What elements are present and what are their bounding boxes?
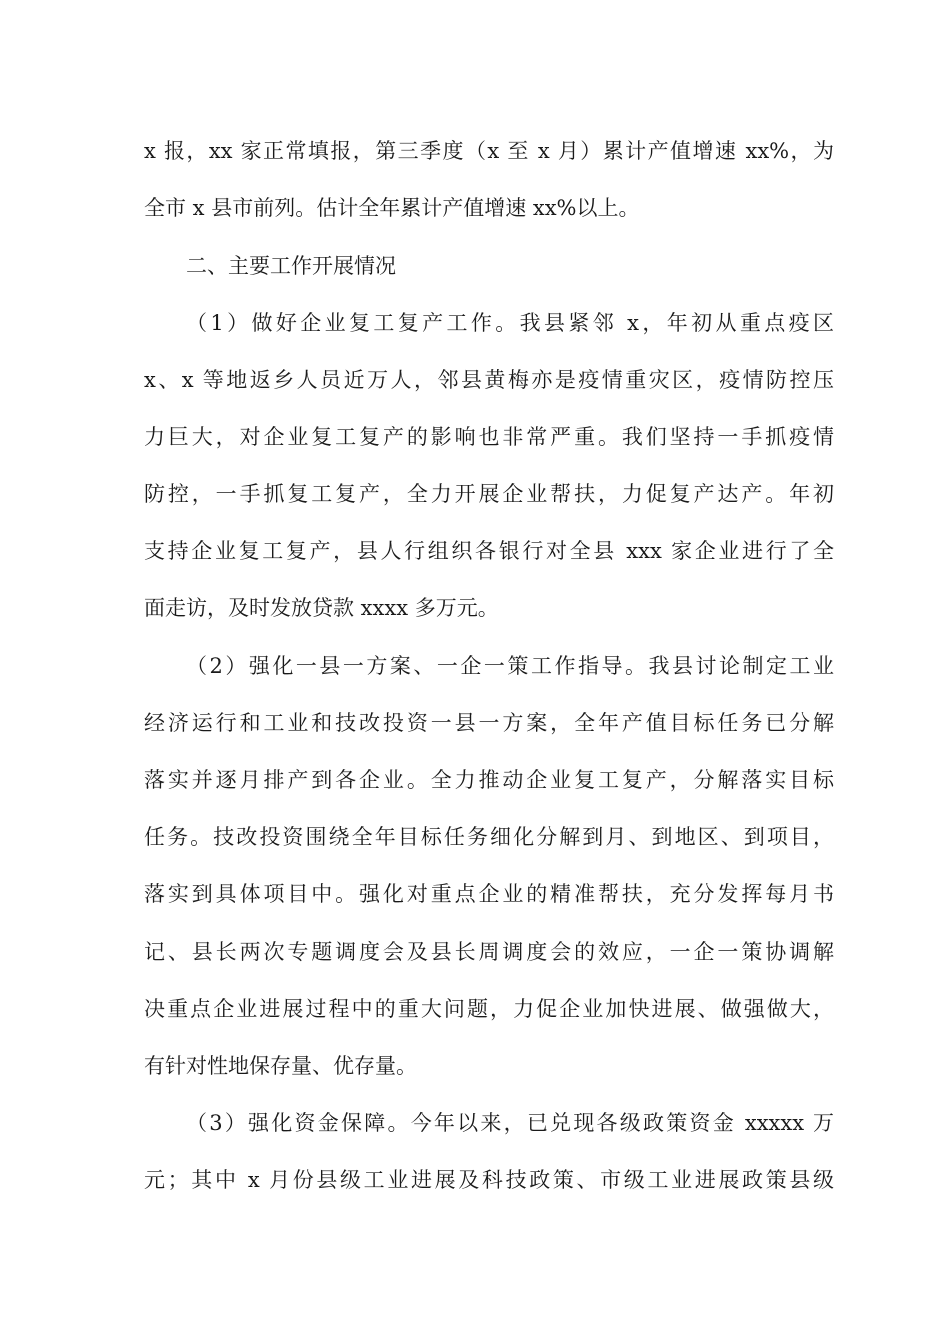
body-text-line: 经济运行和工业和技改投资一县一方案，全年产值目标任务已分解: [144, 711, 834, 735]
body-text-line: 决重点企业进展过程中的重大问题，力促企业加快进展、做强做大，: [144, 997, 834, 1021]
body-text-line: 元；其中 x 月份县级工业进展及科技政策、市级工业进展政策县级: [144, 1168, 834, 1192]
body-text-line: 记、县长两次专题调度会及县长周调度会的效应，一企一策协调解: [144, 940, 834, 964]
body-text-line: 支持企业复工复产，县人行组织各银行对全县 xxx 家企业进行了全: [144, 539, 834, 563]
body-text-line: 任务。技改投资围绕全年目标任务细化分解到月、到地区、到项目，: [144, 825, 834, 849]
body-text-line: 有针对性地保存量、优存量。: [144, 1054, 417, 1078]
body-text-line: （3）强化资金保障。今年以来，已兑现各级政策资金 xxxxx 万: [186, 1111, 834, 1135]
body-text-line: 防控，一手抓复工复产，全力开展企业帮扶，力促复产达产。年初: [144, 482, 834, 506]
body-text-line: x 报，xx 家正常填报，第三季度（x 至 x 月）累计产值增速 xx%，为: [144, 139, 834, 163]
body-text-line: 面走访，及时发放贷款 xxxx 多万元。: [144, 596, 499, 620]
body-text-line: 全市 x 县市前列。估计全年累计产值增速 xx%以上。: [144, 196, 640, 220]
body-text-line: 力巨大，对企业复工复产的影响也非常严重。我们坚持一手抓疫情: [144, 425, 834, 449]
body-text-line: 落实并逐月排产到各企业。全力推动企业复工复产，分解落实目标: [144, 768, 834, 792]
body-text-line: x、x 等地返乡人员近万人，邻县黄梅亦是疫情重灾区，疫情防控压: [144, 368, 834, 392]
body-text-line: （1）做好企业复工复产工作。我县紧邻 x，年初从重点疫区: [186, 311, 834, 335]
body-text-line: （2）强化一县一方案、一企一策工作指导。我县讨论制定工业: [186, 654, 834, 678]
section-heading: 二、主要工作开展情况: [186, 254, 396, 278]
body-text-line: 落实到具体项目中。强化对重点企业的精准帮扶，充分发挥每月书: [144, 882, 834, 906]
